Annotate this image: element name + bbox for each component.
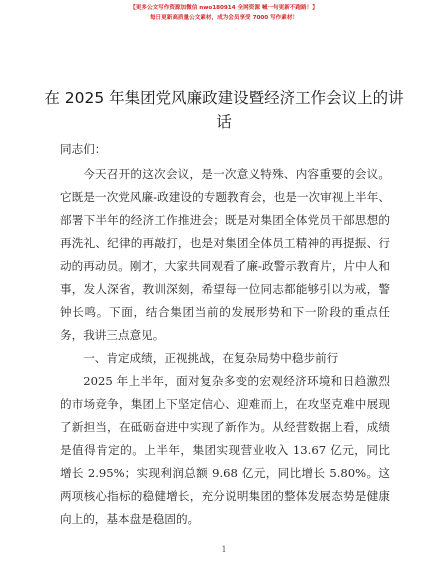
document-body [60, 138, 390, 531]
intro-paragraph: 今天召开的这次会议，是一次意义特殊、内容重要的会议。它既是一次党风廉-政建设的专题教育会，也是一次审视上半年、部署下半年的经济工作推进会；既是对集团全体党员干部思想的再洗礼、纪律的再敲打，也是对集团全体员工精神的再提振、行动的再动员。刚才，大家共同观看了廉-政警示教育片，片中人和事，发人深省，教训深刻，希望每一位同志都能够引以为戒，警钟长鸣。下面，结合集团当前的发展形势和下一阶段的重点任务，我讲三点意见。 [60, 167, 390, 342]
promo-banner [0, 3, 448, 23]
document-title: 在 2025 年集团党风廉政建设暨经济工作会议上的讲话 [44, 89, 404, 131]
promo-banner-line-1: 【更多公文写作资源加微信 nwo180914 全网资源 喊一句更新不跑路！】 [130, 5, 318, 11]
section-paragraph: 2025 年上半年，面对复杂多变的宏观经济环境和日趋激烈的市场竞争，集团上下坚定信心、迎难而上，在攻坚克难中展现了新担当，在砥砺奋进中实现了新作为。从经营数据上看，成绩是值得肯定的。上半年，集团实现营业收入 13.67 亿元，同比增长 2.95%；实现利润总额 9.68 亿元，同比增长 5.80%。这两项核心指标的稳健增长，充分说明集团的整体发展态势是健康向上的，基本盘是稳固的。 [60, 374, 390, 526]
promo-banner-line-2: 每日更新高质量公文素材，成为会员享受 7000 写作素材！ [149, 15, 299, 21]
page-number: 1 [221, 545, 227, 554]
section-heading: 一、肯定成绩，正视挑战，在复杂局势中稳步前行 [83, 351, 339, 365]
salutation: 同志们： [60, 142, 107, 156]
